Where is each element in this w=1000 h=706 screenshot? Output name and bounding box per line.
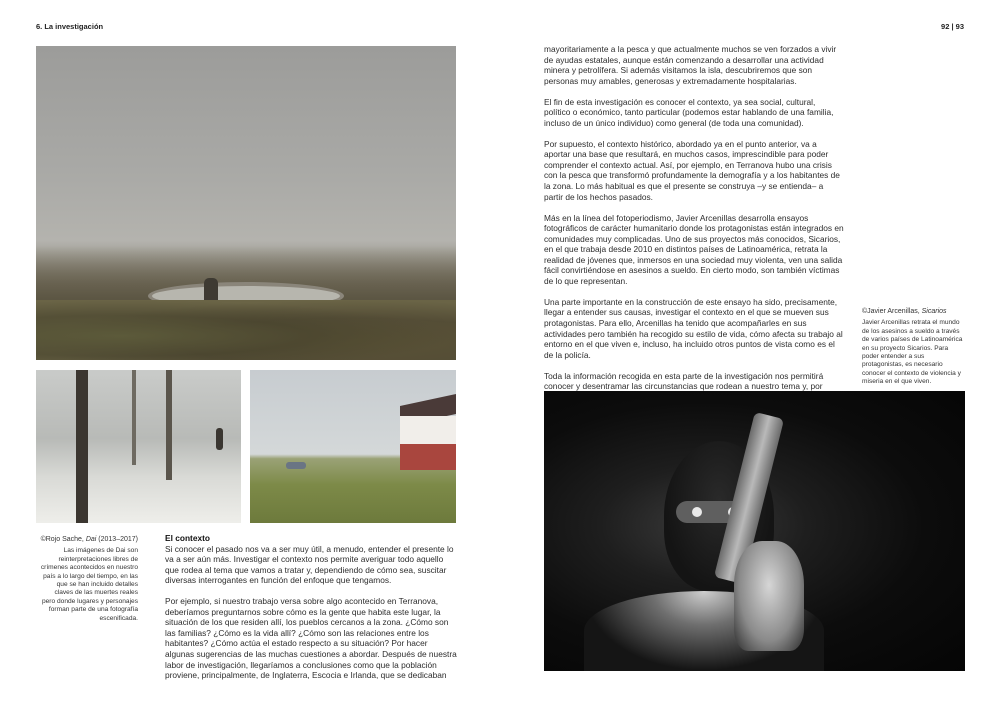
credit-work: Sicarios bbox=[921, 308, 947, 315]
photo-snowy-forest bbox=[36, 370, 241, 523]
caption-left bbox=[40, 536, 138, 623]
caption-left-credit bbox=[40, 536, 138, 544]
credit-name: ©Rojo Sache, bbox=[40, 536, 86, 543]
photo-masked-gunman bbox=[544, 391, 965, 671]
caption-right-credit bbox=[862, 308, 966, 316]
caption-right bbox=[862, 308, 966, 387]
left-text-column bbox=[165, 533, 457, 691]
page-numbers: 92 | 93 bbox=[941, 22, 964, 31]
paragraph: Toda la información recogida en esta parte de la investigación nos permitirá conocer y desentramar las circunstancias que rodean a nuestro tema y, por bbox=[544, 370, 824, 392]
photo-wall bbox=[400, 416, 456, 446]
photo-tree bbox=[76, 370, 88, 523]
paragraph: El fin de esta investigación es conocer el contexto, ya sea social, cultural, político o económico, tanto particular (podemos estar hablando de una familia, incluso de un único individuo) como general (de toda una comunidad). bbox=[544, 96, 834, 128]
paragraph: Si conocer el pasado nos va a ser muy útil, a menudo, entender el presente lo va a ser aún más. Investigar el contexto nos permite averiguar todo aquello que rodea al tema que vamos a tratar y, dependiendo de cómo sea, suscitar diversas interrogantes en función del enfoque que tengamos. bbox=[165, 543, 454, 586]
credit-years: (2013–2017) bbox=[96, 536, 138, 543]
caption-left-body: Las imágenes de Dai son reinterpretaciones libres de crímenes acontecidos en nuestro país a lo largo del tiempo, en las que se han incluido detalles claves de las muertes reales pero donde lugares y personajes forman parte de una fotografía escenificada. bbox=[40, 547, 138, 622]
paragraph: Una parte importante en la construcción de este ensayo ha sido, precisamente, llegar a entender sus causas, investigar el contexto en el que se mueven sus protagonistas. Para ello, Arcenillas ha tenido que acompañarles en sus actividades pero también ha recogido su estilo de vida, cómo afecta su trabajo al entorno en el que viven e, incluso, ha incluido otros puntos de vista como es el de la policía. bbox=[544, 296, 843, 360]
photo-house-field bbox=[250, 370, 456, 523]
photo-foggy-pool bbox=[36, 46, 456, 360]
caption-right-body: Javier Arcenillas retrata el mundo de los asesinos a sueldo a través de varios países de Latinoamérica en su proyecto Sicarios. Para poder entender a sus protagonistas, es necesario conocer el contexto de violencia y miseria en el que viven. bbox=[862, 319, 963, 386]
photo-red-base bbox=[400, 444, 456, 470]
section-header: 6. La investigación bbox=[36, 22, 104, 31]
paragraph: Por supuesto, el contexto histórico, abordado ya en el punto anterior, va a aportar una base que resultará, en muchos casos, imprescindible para poder comprender el contexto actual. Así, por ejemplo, en Terranova hubo una crisis con la pesca que transformó profundamente la demografía y a los habitantes de la zona. Lo más habitual es que el presente se construya –y se entienda– a partir de los hechos pasados. bbox=[544, 138, 840, 202]
photo-figure bbox=[216, 428, 223, 450]
photo-brush bbox=[36, 300, 456, 360]
paragraph: mayoritariamente a la pesca y que actualmente muchos se ven forzados a vivir de ayudas estatales, aunque están comenzando a desarrollar una actividad minera y petrolífera. Si además visitamos la isla, descubriremos que son personas muy amables, generosas y extremadamente hospitalarias. bbox=[544, 44, 837, 86]
photo-tree bbox=[132, 370, 136, 465]
paragraph: Más en la línea del fotoperiodismo, Javier Arcenillas desarrolla ensayos fotográficos de carácter humanitario donde los protagonistas están integrados en comunidades muy complicadas. Uno de sus proyectos más conocidos, Sicarios, en el que trabaja desde 2010 en distintos países de Latinoamérica, retrata la realidad de jóvenes que, inmersos en una sociedad muy violenta, ven una salida fácil convirtiéndose en asesinos a sueldo. En cierto modo, son también víctimas de lo que representan. bbox=[544, 212, 844, 286]
credit-name: ©Javier Arcenillas, bbox=[862, 308, 922, 315]
paragraph: Por ejemplo, si nuestro trabajo versa sobre algo acontecido en Terranova, deberíamos preguntarnos sobre cómo es la gente que habita este lugar, la situación de los que residen allí, los pueblos cercanos a la zona. ¿Cómo son las familias? ¿Cómo es la vida allí? ¿Cómo son las relaciones entre los habitantes? ¿Cómo actúa el estado respecto a su situación? Por hacer algunas sugerencias de las muchas cuestiones a abordar. Después de nuestra labor de investigación, llegaríamos a conclusiones como que la población proviene, principalmente, de Inglaterra, Escocia e Irlanda, que se dedicaban bbox=[165, 596, 457, 681]
photo-hand bbox=[734, 541, 804, 651]
credit-work: Dai bbox=[85, 536, 97, 543]
subheading: El contexto bbox=[165, 533, 210, 543]
right-text-column bbox=[544, 44, 844, 413]
photo-tree bbox=[166, 370, 172, 480]
photo-car bbox=[286, 462, 306, 469]
